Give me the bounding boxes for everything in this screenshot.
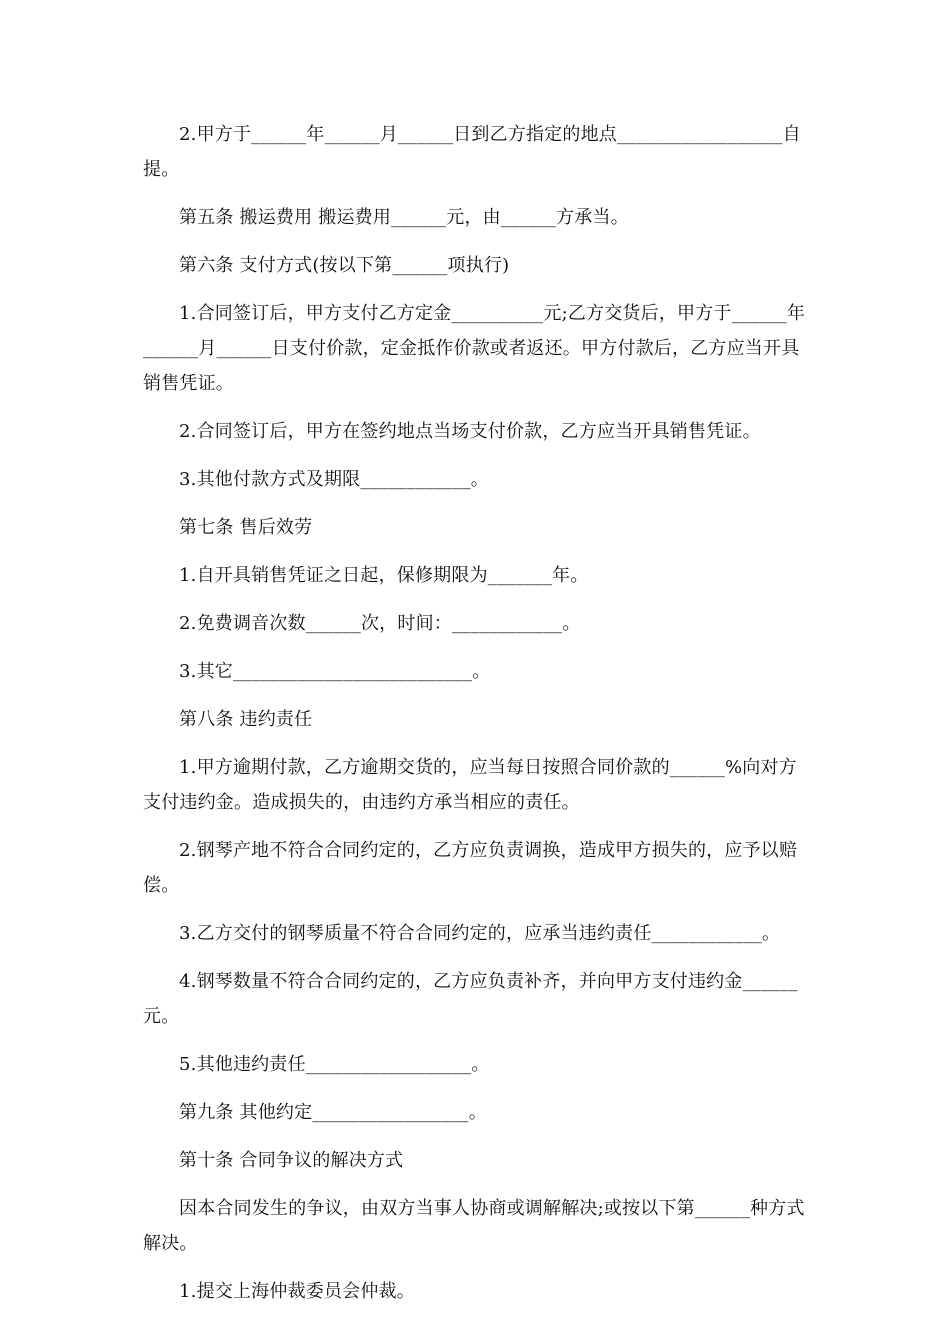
article-8-heading: 第八条 违约责任 — [179, 709, 313, 730]
article-8-item-4: 4.钢琴数量不符合合同约定的，乙方应负责补齐，并向甲方支付违约金______元。 — [143, 971, 798, 1027]
document-page — [143, 117, 811, 1322]
article-7-item-1: 1.自开具销售凭证之日起，保修期限为_______年。 — [179, 565, 589, 586]
article-10-body: 因本合同发生的争议，由双方当事人协商或调解解决;或按以下第______种方式解决。 — [143, 1198, 805, 1254]
article-7-heading: 第七条 售后效劳 — [179, 517, 313, 538]
article-8-item-3: 3.乙方交付的钢琴质量不符合合同约定的，应承当违约责任____________。 — [179, 923, 781, 944]
clause-4-item-2: 2.甲方于______年______月______日到乙方指定的地点__________________自提。 — [143, 124, 801, 180]
article-5-moving-fee: 第五条 搬运费用 搬运费用______元，由______方承当。 — [179, 207, 629, 228]
article-8-item-1: 1.甲方逾期付款，乙方逾期交货的，应当每日按照合同价款的______%向对方支付违约金。造成损失的，由违约方承当相应的责任。 — [143, 757, 797, 813]
article-10-item-1: 1.提交上海仲裁委员会仲裁。 — [179, 1281, 415, 1302]
article-10-heading: 第十条 合同争议的解决方式 — [179, 1150, 404, 1171]
article-8-item-5: 5.其他违约责任__________________。 — [179, 1054, 490, 1075]
article-6-item-3: 3.其他付款方式及期限____________。 — [179, 469, 489, 490]
article-6-heading: 第六条 支付方式(按以下第______项执行) — [179, 255, 510, 276]
article-7-item-3: 3.其它__________________________。 — [179, 661, 491, 682]
article-7-item-2: 2.免费调音次数______次，时间：____________。 — [179, 613, 581, 634]
article-6-item-2: 2.合同签订后，甲方在签约地点当场支付价款，乙方应当开具销售凭证。 — [179, 421, 761, 442]
article-6-item-1: 1.合同签订后，甲方支付乙方定金__________元;乙方交货后，甲方于______年______月______日支付价款，定金抵作价款或者返还。甲方付款后，乙方应当开具销售凭证。 — [143, 303, 806, 394]
article-8-item-2: 2.钢琴产地不符合合同约定的，乙方应负责调换，造成甲方损失的，应予以赔偿。 — [143, 840, 798, 896]
article-9-other-terms: 第九条 其他约定_________________。 — [179, 1102, 487, 1123]
